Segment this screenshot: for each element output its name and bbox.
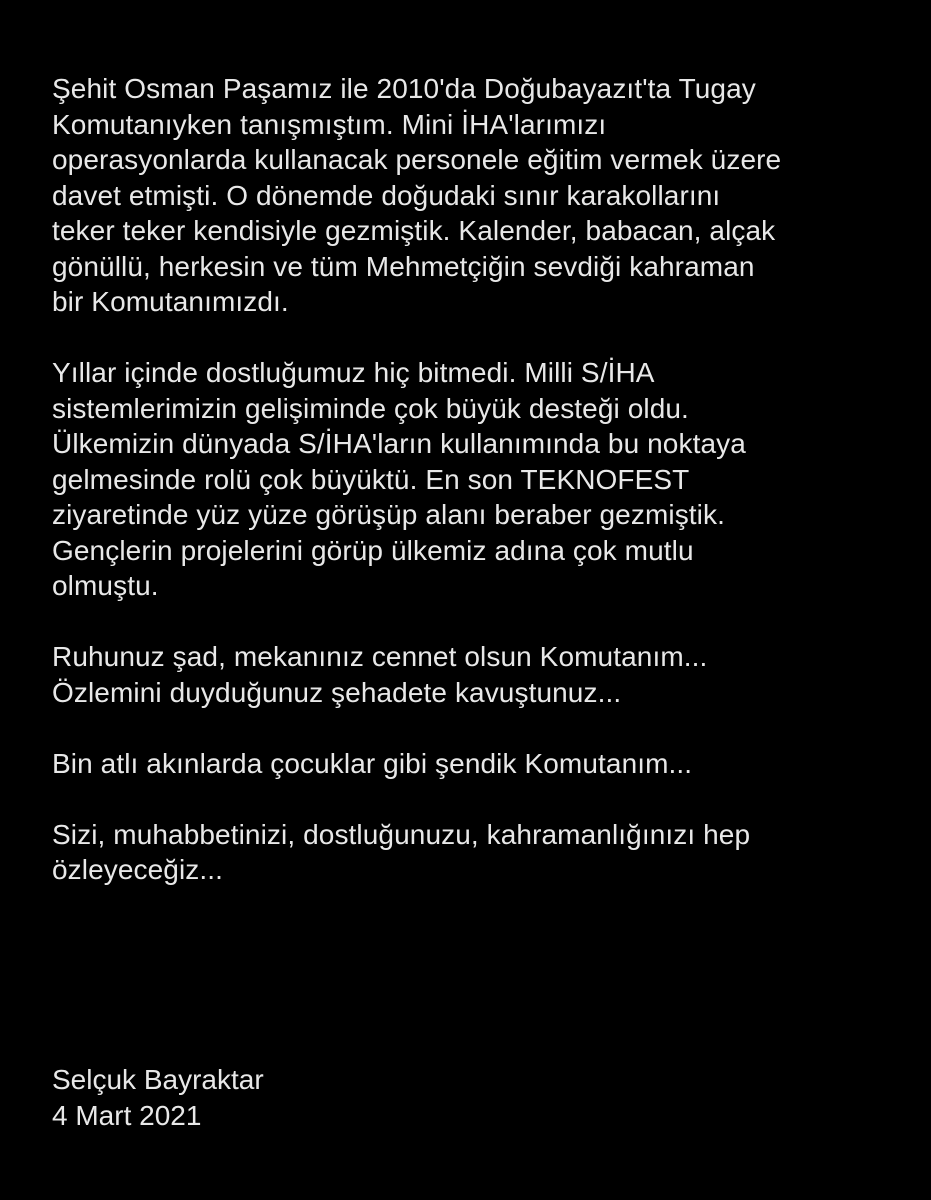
text-line: Şehit Osman Paşamız ile 2010'da Doğubayazıt'ta Tugay: [52, 73, 756, 104]
text-line: Komutanıyken tanışmıştım. Mini İHA'larımızı: [52, 108, 607, 140]
text-line: Yıllar içinde dostluğumuz hiç bitmedi. Milli S/İHA: [52, 357, 655, 388]
paragraph-gap: [52, 320, 912, 356]
paragraph-gap: [52, 781, 912, 817]
text-line: gelmesinde rolü çok büyüktü. En son TEKNOFEST: [52, 463, 690, 495]
text-line: bir Komutanımızdı.: [52, 286, 289, 317]
paragraph-1: [52, 71, 912, 320]
paragraph-3: [52, 639, 912, 710]
text-line: operasyonlarda kullanacak personele eğitim vermek üzere: [52, 144, 782, 175]
signature-name: Selçuk Bayraktar: [52, 1064, 264, 1095]
text-line: gönüllü, herkesin ve tüm Mehmetçiğin sevdiği kahraman: [52, 250, 755, 282]
text-line: teker teker kendisiyle gezmiştik. Kalender, babacan, alçak: [52, 215, 776, 246]
text-line: Sizi, muhabbetinizi, dostluğunuzu, kahramanlığınızı hep: [52, 818, 751, 850]
paragraph-4: [52, 746, 912, 782]
message-body: [52, 71, 912, 888]
text-line: Özlemini duyduğunuz şehadete kavuştunuz...: [52, 676, 622, 708]
text-line: Ülkemizin dünyada S/İHA'ların kullanımında bu noktaya: [52, 428, 746, 459]
text-line: Bin atlı akınlarda çocuklar gibi şendik Komutanım...: [52, 747, 693, 779]
signature-date: 4 Mart 2021: [52, 1099, 202, 1131]
text-line: sistemlerimizin gelişiminde çok büyük desteği oldu.: [52, 392, 689, 424]
paragraph-gap: [52, 710, 912, 746]
paragraph-5: [52, 817, 912, 888]
text-line: ziyaretinde yüz yüze görüşüp alanı beraber gezmiştik.: [52, 499, 725, 530]
paragraph-gap: [52, 604, 912, 640]
paragraph-2: [52, 355, 912, 604]
signature-block: [52, 1062, 264, 1133]
text-line: davet etmişti. O dönemde doğudaki sınır karakollarını: [52, 179, 721, 211]
text-line: Ruhunuz şad, mekanınız cennet olsun Komutanım...: [52, 641, 708, 672]
text-line: özleyeceğiz...: [52, 854, 224, 885]
text-line: Gençlerin projelerini görüp ülkemiz adına çok mutlu: [52, 534, 694, 566]
text-line: olmuştu.: [52, 570, 159, 601]
